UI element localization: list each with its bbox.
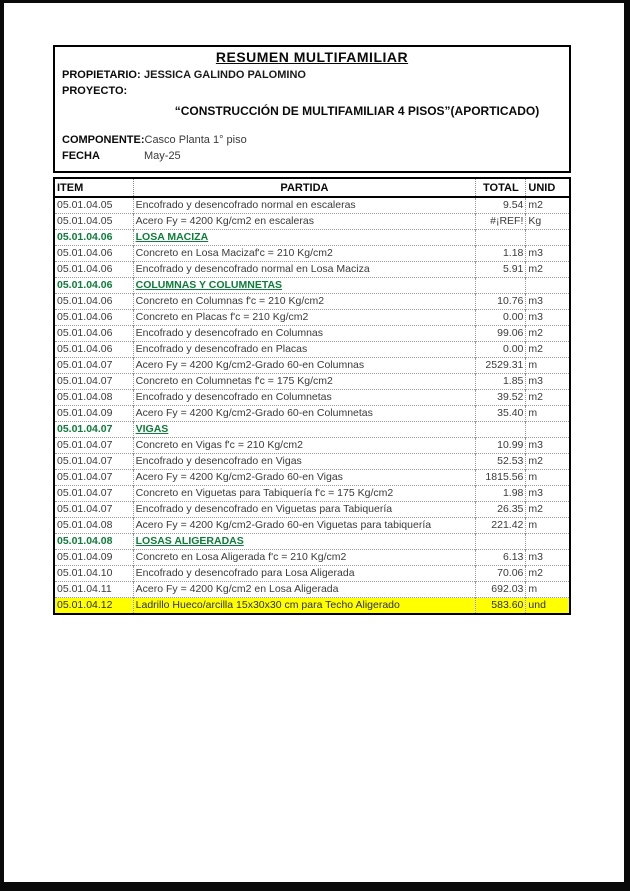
summary-table xyxy=(53,177,571,615)
cell-unid: m2 xyxy=(526,262,570,278)
section-header-row xyxy=(54,230,570,246)
cell-unid: m xyxy=(526,470,570,486)
cell-total xyxy=(476,534,526,550)
cell-unid: m xyxy=(526,518,570,534)
cell-total: 10.76 xyxy=(476,294,526,310)
table-row xyxy=(54,582,570,598)
cell-item: 05.01.04.07 xyxy=(54,486,133,502)
cell-item: 05.01.04.07 xyxy=(54,470,133,486)
cell-total: 39.52 xyxy=(476,390,526,406)
cell-total: 1815.56 xyxy=(476,470,526,486)
cell-item: 05.01.04.07 xyxy=(54,438,133,454)
cell-partida: Concreto en Losa Aligerada f'c = 210 Kg/cm2 xyxy=(133,550,476,566)
cell-unid: m xyxy=(526,406,570,422)
cell-item: 05.01.04.06 xyxy=(54,278,133,294)
propietario-label: PROPIETARIO: xyxy=(62,69,141,81)
cell-partida: Encofrado y desencofrado para Losa Aligerada xyxy=(133,566,476,582)
cell-partida: Acero Fy = 4200 Kg/cm2-Grado 60-en Columnetas xyxy=(133,406,476,422)
cell-item: 05.01.04.12 xyxy=(54,598,133,615)
cell-unid: m3 xyxy=(526,246,570,262)
summary-table-body xyxy=(54,197,570,614)
cell-unid: m2 xyxy=(526,197,570,214)
cell-item: 05.01.04.06 xyxy=(54,342,133,358)
cell-item: 05.01.04.06 xyxy=(54,310,133,326)
cell-total: 99.06 xyxy=(476,326,526,342)
table-row xyxy=(54,342,570,358)
cell-unid xyxy=(526,422,570,438)
cell-partida: Acero Fy = 4200 Kg/cm2-Grado 60-en Viguetas para tabiquería xyxy=(133,518,476,534)
cell-partida: Encofrado y desencofrado normal en escaleras xyxy=(133,197,476,214)
section-header-row xyxy=(54,534,570,550)
cell-partida: Acero Fy = 4200 Kg/cm2-Grado 60-en Columnas xyxy=(133,358,476,374)
table-header-row xyxy=(54,178,570,197)
cell-item: 05.01.04.07 xyxy=(54,454,133,470)
cell-partida: VIGAS xyxy=(133,422,476,438)
cell-total: 1.18 xyxy=(476,246,526,262)
cell-unid xyxy=(526,534,570,550)
table-row xyxy=(54,566,570,582)
cell-item: 05.01.04.11 xyxy=(54,582,133,598)
componente-label: COMPONENTE: xyxy=(62,134,145,146)
cell-partida: Encofrado y desencofrado normal en Losa Maciza xyxy=(133,262,476,278)
cell-partida: Concreto en Viguetas para Tabiquería f'c = 175 Kg/cm2 xyxy=(133,486,476,502)
cell-partida: Ladrillo Hueco/arcilla 15x30x30 cm para Techo Aligerado xyxy=(133,598,476,615)
cell-partida: Acero Fy = 4200 Kg/cm2 en Losa Aligerada xyxy=(133,582,476,598)
table-row xyxy=(54,438,570,454)
cell-total: 52.53 xyxy=(476,454,526,470)
cell-item: 05.01.04.07 xyxy=(54,374,133,390)
cell-partida: Concreto en Vigas f'c = 210 Kg/cm2 xyxy=(133,438,476,454)
fecha-value: May-25 xyxy=(144,150,181,162)
cell-unid: m3 xyxy=(526,310,570,326)
cell-unid: Kg xyxy=(526,214,570,230)
column-header-total: TOTAL xyxy=(476,178,526,197)
cell-unid: m3 xyxy=(526,294,570,310)
project-title: “CONSTRUCCIÓN DE MULTIFAMILIAR 4 PISOS”(APORTICADO) xyxy=(174,104,540,118)
cell-total: 26.35 xyxy=(476,502,526,518)
cell-item: 05.01.04.08 xyxy=(54,518,133,534)
cell-unid: m3 xyxy=(526,438,570,454)
cell-total: 583.60 xyxy=(476,598,526,615)
cell-unid: m2 xyxy=(526,390,570,406)
cell-partida: Encofrado y desencofrado en Placas xyxy=(133,342,476,358)
table-row xyxy=(54,518,570,534)
table-row xyxy=(54,310,570,326)
cell-total: 10.99 xyxy=(476,438,526,454)
section-header-row xyxy=(54,422,570,438)
cell-partida: LOSAS ALIGERADAS xyxy=(133,534,476,550)
table-row xyxy=(54,486,570,502)
cell-total: #¡REF! xyxy=(476,214,526,230)
cell-item: 05.01.04.07 xyxy=(54,502,133,518)
document-header xyxy=(53,45,571,173)
componente-value: Casco Planta 1° piso xyxy=(144,134,247,146)
cell-item: 05.01.04.09 xyxy=(54,406,133,422)
cell-partida: Concreto en Columnetas f'c = 175 Kg/cm2 xyxy=(133,374,476,390)
cell-total: 5.91 xyxy=(476,262,526,278)
cell-total: 1.98 xyxy=(476,486,526,502)
cell-partida: Encofrado y desencofrado en Viguetas para Tabiquería xyxy=(133,502,476,518)
cell-item: 05.01.04.06 xyxy=(54,326,133,342)
table-row xyxy=(54,454,570,470)
cell-unid: m2 xyxy=(526,342,570,358)
field-fecha xyxy=(62,150,565,163)
cell-item: 05.01.04.10 xyxy=(54,566,133,582)
table-row xyxy=(54,406,570,422)
cell-item: 05.01.04.09 xyxy=(54,550,133,566)
field-proyecto xyxy=(62,85,565,98)
table-row xyxy=(54,502,570,518)
cell-unid: m xyxy=(526,358,570,374)
propietario-value: JESSICA GALINDO PALOMINO xyxy=(144,69,306,81)
cell-total: 221.42 xyxy=(476,518,526,534)
cell-partida: Encofrado y desencofrado en Vigas xyxy=(133,454,476,470)
cell-item: 05.01.04.07 xyxy=(54,358,133,374)
cell-total: 2529.31 xyxy=(476,358,526,374)
cell-partida: Acero Fy = 4200 Kg/cm2-Grado 60-en Vigas xyxy=(133,470,476,486)
cell-partida: Acero Fy = 4200 Kg/cm2 en escaleras xyxy=(133,214,476,230)
cell-total: 1.85 xyxy=(476,374,526,390)
cell-total: 0.00 xyxy=(476,342,526,358)
cell-total xyxy=(476,278,526,294)
table-row xyxy=(54,390,570,406)
cell-item: 05.01.04.06 xyxy=(54,246,133,262)
cell-total: 70.06 xyxy=(476,566,526,582)
cell-total: 35.40 xyxy=(476,406,526,422)
cell-item: 05.01.04.05 xyxy=(54,197,133,214)
summary-table-container xyxy=(53,177,571,615)
page-title: RESUMEN MULTIFAMILIAR xyxy=(215,49,409,65)
cell-item: 05.01.04.07 xyxy=(54,422,133,438)
table-row xyxy=(54,470,570,486)
section-header-row xyxy=(54,278,570,294)
cell-item: 05.01.04.06 xyxy=(54,262,133,278)
proyecto-label: PROYECTO: xyxy=(62,85,128,97)
cell-partida: Concreto en Losa Macizaf'c = 210 Kg/cm2 xyxy=(133,246,476,262)
highlighted-row xyxy=(54,598,570,615)
table-row xyxy=(54,246,570,262)
cell-item: 05.01.04.08 xyxy=(54,390,133,406)
cell-unid: m3 xyxy=(526,486,570,502)
cell-unid: m3 xyxy=(526,374,570,390)
cell-partida: COLUMNAS Y COLUMNETAS xyxy=(133,278,476,294)
column-header-partida: PARTIDA xyxy=(133,178,476,197)
cell-unid: m xyxy=(526,582,570,598)
field-propietario xyxy=(62,69,565,82)
cell-total: 6.13 xyxy=(476,550,526,566)
cell-total: 0.00 xyxy=(476,310,526,326)
table-row xyxy=(54,374,570,390)
cell-unid: m2 xyxy=(526,326,570,342)
cell-total: 9.54 xyxy=(476,197,526,214)
cell-item: 05.01.04.08 xyxy=(54,534,133,550)
cell-unid: m3 xyxy=(526,550,570,566)
cell-unid xyxy=(526,278,570,294)
cell-partida: Encofrado y desencofrado en Columnas xyxy=(133,326,476,342)
table-row xyxy=(54,262,570,278)
cell-item: 05.01.04.06 xyxy=(54,230,133,246)
cell-unid: m2 xyxy=(526,454,570,470)
cell-partida: Concreto en Placas f'c = 210 Kg/cm2 xyxy=(133,310,476,326)
table-row xyxy=(54,197,570,214)
field-componente xyxy=(62,134,565,147)
table-row xyxy=(54,358,570,374)
cell-unid: m2 xyxy=(526,566,570,582)
cell-partida: Encofrado y desencofrado en Columnetas xyxy=(133,390,476,406)
cell-partida: Concreto en Columnas f'c = 210 Kg/cm2 xyxy=(133,294,476,310)
cell-unid: und xyxy=(526,598,570,615)
cell-partida: LOSA MACIZA xyxy=(133,230,476,246)
table-row xyxy=(54,294,570,310)
table-row xyxy=(54,550,570,566)
cell-total: 692.03 xyxy=(476,582,526,598)
cell-total xyxy=(476,422,526,438)
column-header-item: ITEM xyxy=(54,178,133,197)
fecha-label: FECHA xyxy=(62,150,100,162)
column-header-unid: UNID xyxy=(526,178,570,197)
cell-item: 05.01.04.06 xyxy=(54,294,133,310)
cell-total xyxy=(476,230,526,246)
cell-item: 05.01.04.05 xyxy=(54,214,133,230)
table-row xyxy=(54,214,570,230)
cell-unid: m2 xyxy=(526,502,570,518)
table-row xyxy=(54,326,570,342)
cell-unid xyxy=(526,230,570,246)
